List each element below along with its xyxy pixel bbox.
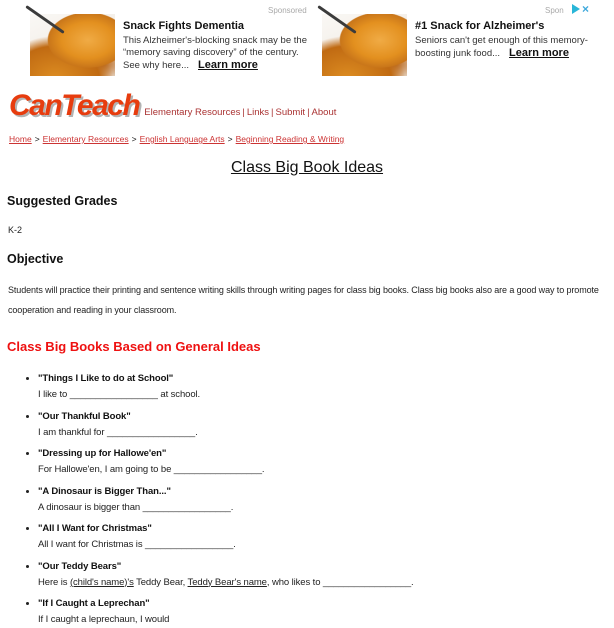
page-title: Class Big Book Ideas: [230, 159, 384, 176]
breadcrumb: [0, 134, 614, 144]
suggested-grades-heading: Suggested Grades: [7, 194, 118, 208]
ad-left-learn-more-link[interactable]: Learn more: [198, 59, 258, 71]
breadcrumb-separator: >: [227, 134, 233, 144]
book-idea-item: [38, 371, 614, 403]
breadcrumb-separator: >: [131, 134, 137, 144]
objective-heading: Objective: [7, 252, 64, 266]
ad-banner: [0, 0, 614, 86]
book-idea-sentence: [38, 575, 614, 591]
ad-close-icon[interactable]: ×: [582, 2, 590, 16]
nav-link-elementary-resources[interactable]: Elementary Resources: [144, 107, 241, 118]
ad-right-learn-more-link[interactable]: Learn more: [509, 47, 569, 59]
ad-right-body: Seniors can't get enough of this memory-boosting junk food...: [415, 35, 588, 59]
sponsored-label: Sponsored: [268, 6, 307, 15]
site-header: [0, 87, 614, 121]
book-idea-title: • "All I Want for Christmas": [38, 523, 152, 534]
book-idea-item: [38, 521, 614, 553]
section-heading: Class Big Books Based on General Ideas: [7, 339, 261, 354]
ad-right-image-peanut-butter[interactable]: [322, 14, 407, 76]
sentence-text: I like to _________________ at school.: [38, 389, 201, 400]
header-nav: [144, 107, 336, 121]
nav-separator: |: [271, 107, 274, 118]
breadcrumb-link-beginning-reading-writing[interactable]: Beginning Reading & Writing: [235, 134, 345, 144]
nav-separator: |: [307, 107, 310, 118]
breadcrumb-link-english-language-arts[interactable]: English Language Arts: [139, 134, 225, 144]
book-idea-item: [38, 559, 614, 591]
underlined-placeholder: Teddy Bear's name: [187, 576, 267, 588]
book-idea-item: [38, 446, 614, 478]
book-idea-sentence: [38, 612, 614, 628]
sentence-text: All I want for Christmas is _________________.: [38, 539, 236, 550]
book-idea-sentence: [38, 425, 614, 441]
book-idea-title: • "A Dinosaur is Bigger Than...": [38, 485, 171, 497]
objective-text: Students will practice their printing and sentence writing skills through writing pages for class big books. Class big books also are a good way to promote cooperation and reading in your classroom.: [8, 285, 599, 315]
adchoices-icon[interactable]: [572, 4, 580, 14]
sentence-text: If I caught a leprechaun, I would: [38, 614, 170, 625]
canteach-logo[interactable]: CanTeach: [9, 89, 140, 122]
sentence-text: Here is: [38, 576, 70, 588]
ad-left-body: This Alzheimer's-blocking snack may be the “memory saving discovery” of the century. See why here...: [123, 35, 307, 71]
ad-left-image-peanut-butter[interactable]: [30, 14, 115, 76]
suggested-grades-value: K-2: [8, 225, 23, 235]
book-idea-sentence: [38, 462, 614, 478]
book-idea-title: • "If I Caught a Leprechan": [38, 598, 150, 609]
book-idea-title: • "Our Teddy Bears": [38, 560, 122, 572]
sentence-text: A dinosaur is bigger than _________________.: [38, 501, 234, 513]
book-idea-sentence: [38, 500, 614, 516]
book-idea-item: [38, 409, 614, 441]
book-idea-item: [38, 596, 614, 628]
ad-left-headline[interactable]: Snack Fights Dementia: [123, 20, 245, 32]
ad-right-headline[interactable]: #1 Snack for Alzheimer's: [415, 20, 545, 32]
nav-link-about[interactable]: About: [311, 107, 337, 118]
nav-link-links[interactable]: Links: [246, 107, 270, 118]
book-idea-sentence: [38, 537, 614, 553]
book-idea-sentence: [38, 387, 614, 403]
breadcrumb-link-home[interactable]: Home: [9, 134, 32, 144]
sponsored-label-right: Spon: [545, 6, 564, 15]
book-idea-item: [38, 484, 614, 516]
book-idea-title: • "Our Thankful Book": [38, 410, 131, 422]
nav-separator: |: [242, 107, 245, 118]
sentence-text: For Hallowe'en, I am going to be _________________.: [38, 464, 265, 475]
ad-left[interactable]: [30, 14, 312, 76]
underlined-placeholder: (child's name)'s: [69, 576, 134, 588]
breadcrumb-link-elementary-resources[interactable]: Elementary Resources: [42, 134, 129, 144]
sentence-text: I am thankful for _________________.: [38, 426, 198, 438]
ad-right[interactable]: [322, 14, 608, 76]
sentence-text: , who likes to _________________.: [266, 576, 414, 588]
book-idea-title: • "Dressing up for Hallowe'en": [38, 448, 167, 459]
book-ideas-list: [0, 371, 614, 628]
nav-link-submit[interactable]: Submit: [275, 107, 306, 118]
sentence-text: Teddy Bear,: [133, 576, 188, 588]
book-idea-title: • "Things I Like to do at School": [38, 373, 174, 384]
breadcrumb-separator: >: [34, 134, 40, 144]
